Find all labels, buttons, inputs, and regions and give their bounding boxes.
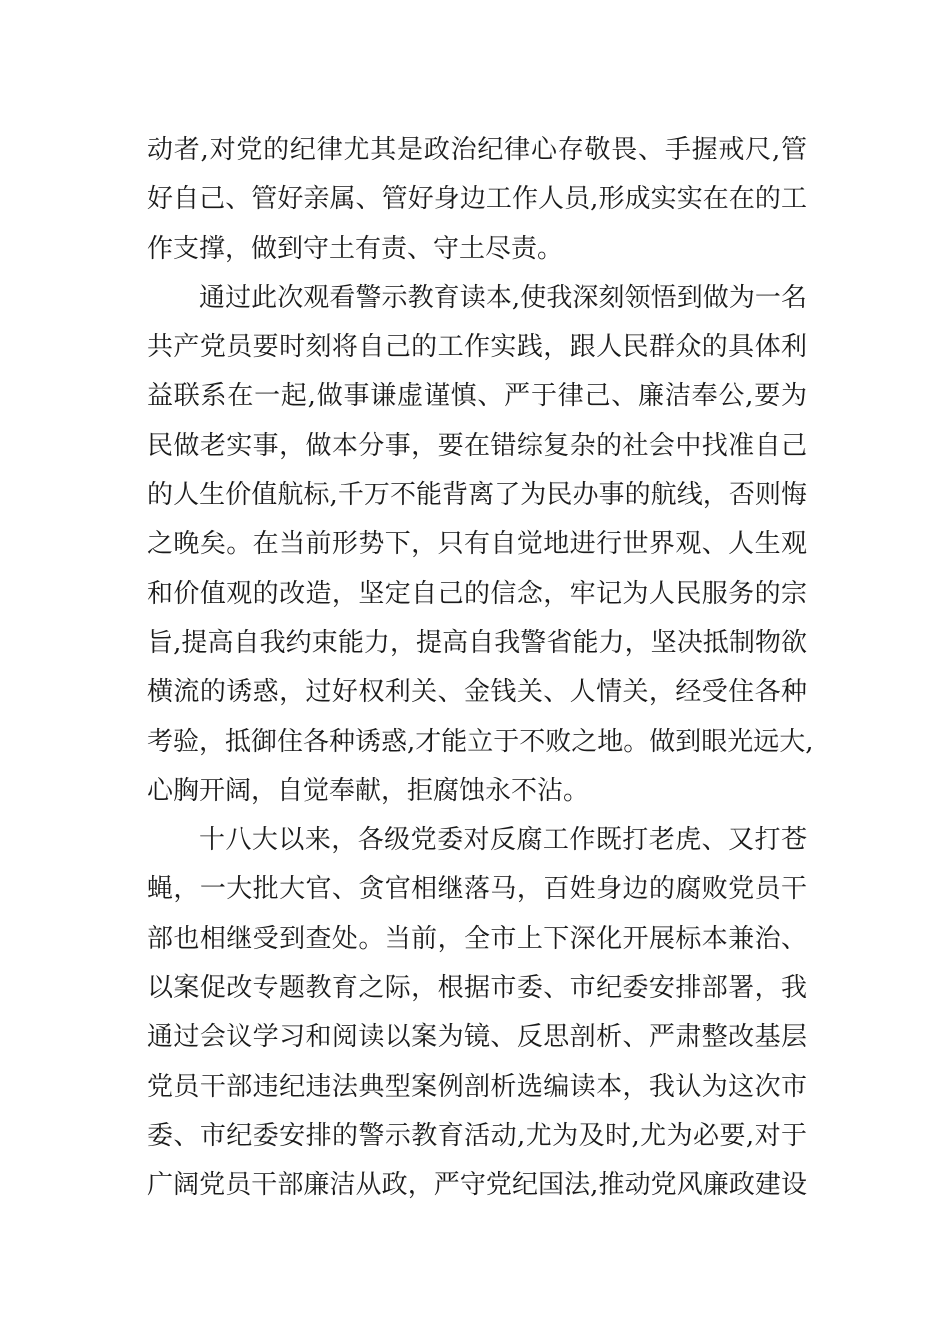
- paragraph-line: 好自己、管好亲属、管好身边工作人员,形成实实在在的工: [147, 184, 807, 215]
- paragraph-2: [147, 274, 814, 816]
- paragraph-line: 党员干部违纪违法典型案例剖析选编读本，我认为这次市: [147, 1071, 807, 1102]
- paragraph-line: 通过会议学习和阅读以案为镜、反思剖析、严肃整改基层: [147, 1022, 807, 1053]
- paragraph-line: 民做老实事，做本分事，要在错综复杂的社会中找准自己: [147, 430, 807, 461]
- paragraph-line: 动者,对党的纪律尤其是政治纪律心存敬畏、手握戒尺,管: [147, 135, 807, 165]
- paragraph-line: 心胸开阔，自觉奉献，拒腐蚀永不沾。: [147, 775, 590, 806]
- paragraph-line: 以案促改专题教育之际，根据市委、市纪委安排部署，我: [147, 973, 807, 1004]
- paragraph-line: 的人生价值航标,千万不能背离了为民办事的航线，否则悔: [147, 480, 807, 511]
- paragraph-line: 通过此次观看警示教育读本,使我深刻领悟到做为一名: [199, 282, 807, 313]
- paragraph-line: 之晚矣。在当前形势下，只有自觉地进行世界观、人生观: [147, 529, 807, 560]
- paragraph-line: 横流的诱惑，过好权利关、金钱关、人情关，经受住各种: [147, 677, 807, 708]
- paragraph-line: 广阔党员干部廉洁从政，严守党纪国法,推动党风廉政建设: [147, 1170, 807, 1201]
- paragraph-line: 部也相继受到查处。当前，全市上下深化开展标本兼治、: [147, 923, 807, 954]
- paragraph-line: 作支撑，做到守土有责、守土尽责。: [147, 233, 564, 264]
- paragraph-line: 和价值观的改造，坚定自己的信念，牢记为人民服务的宗: [147, 578, 807, 609]
- paragraph-line: 共产党员要时刻将自己的工作实践，跟人民群众的具体利: [147, 332, 807, 363]
- paragraph-line: 考验，抵御住各种诱惑,才能立于不败之地。做到眼光远大,: [147, 726, 814, 757]
- paragraph-line: 旨,提高自我约束能力，提高自我警省能力，坚决抵制物欲: [147, 627, 807, 658]
- paragraph-line: 蝇，一大批大官、贪官相继落马，百姓身边的腐败党员干: [147, 874, 807, 905]
- paragraph-line: 委、市纪委安排的警示教育活动,尤为及时,尤为必要,对于: [147, 1120, 807, 1151]
- paragraph-line: 益联系在一起,做事谦虚谨慎、严于律己、廉洁奉公,要为: [147, 381, 807, 412]
- paragraph-line: 十八大以来，各级党委对反腐工作既打老虎、又打苍: [199, 825, 807, 856]
- paragraph-3: [147, 816, 807, 1210]
- body-text: [147, 126, 814, 1211]
- paragraph-1: [147, 126, 807, 274]
